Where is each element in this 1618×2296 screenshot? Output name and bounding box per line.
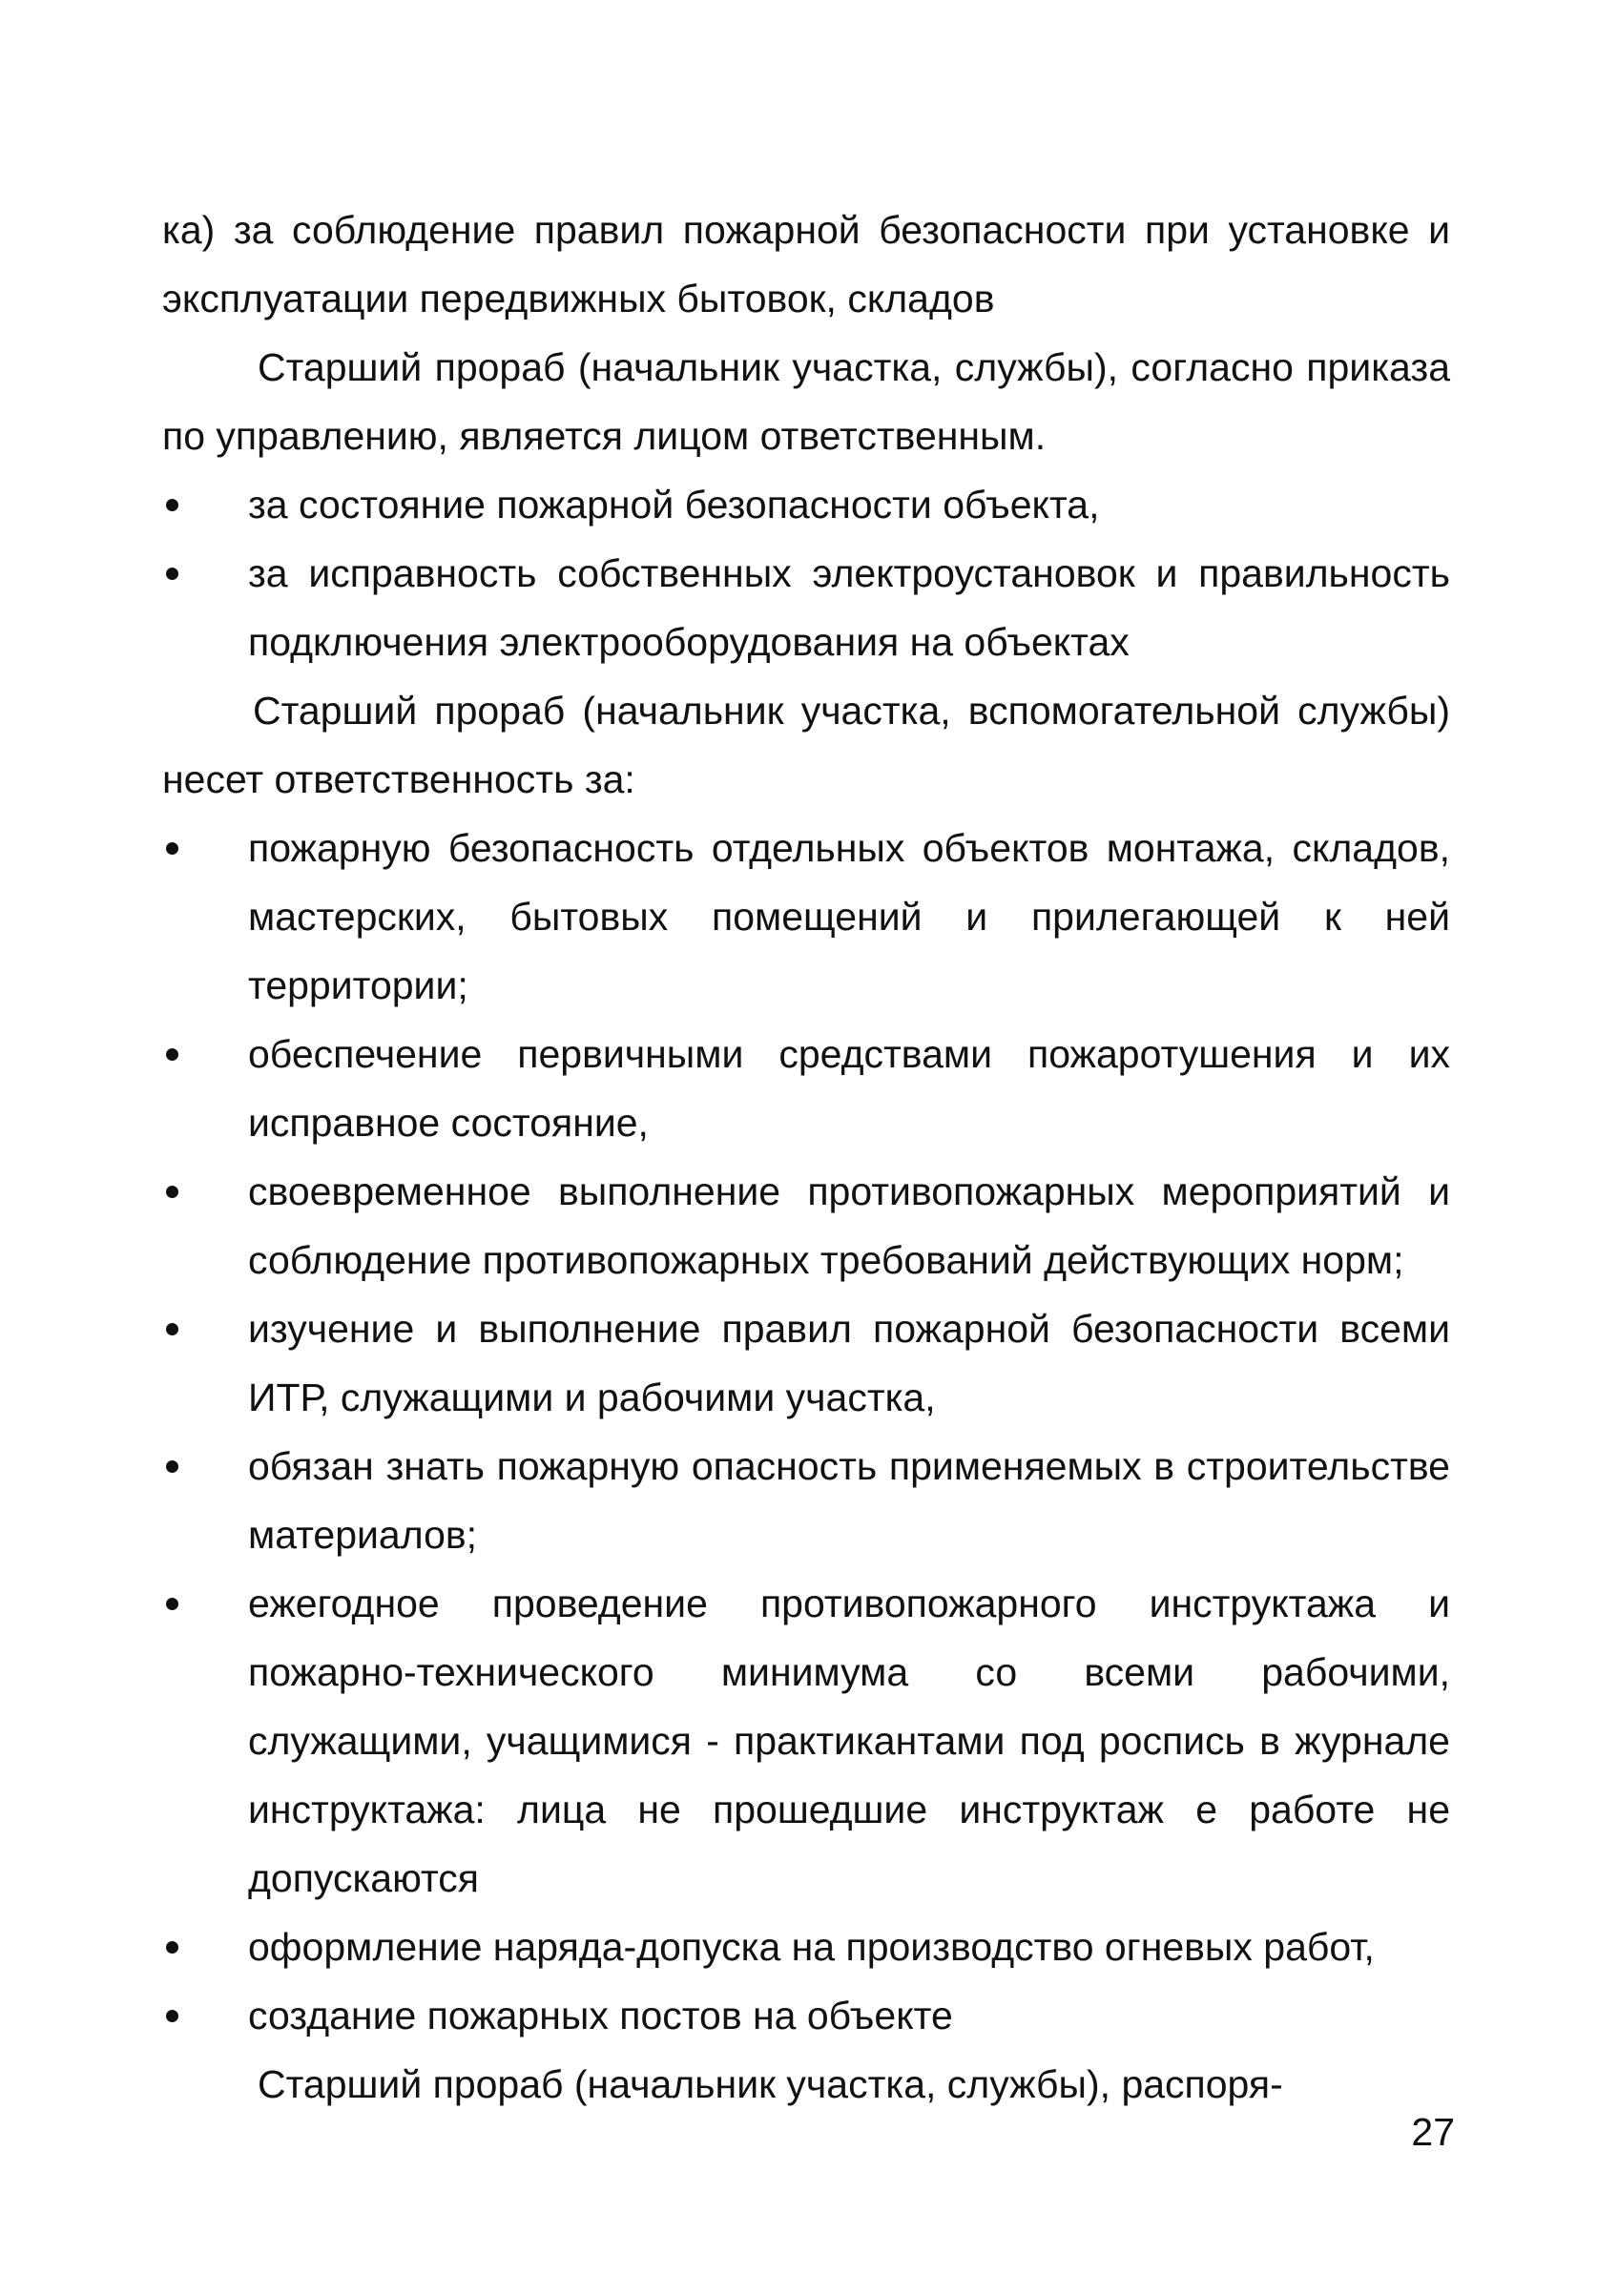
page-content	[162, 196, 1450, 2119]
bullet-list-responsibilities-1	[162, 470, 1450, 676]
bullet-icon	[166, 1048, 178, 1061]
list-item-text: обеспечение первичными средствами пожаротушения и их исправное состояние,	[248, 1032, 1450, 1145]
list-item-text: создание пожарных постов на объекте	[248, 1994, 953, 2037]
list-item-text: пожарную безопасность отдельных объектов монтажа, складов, мастерских, бытовых помещений и прилегающей к ней территории;	[248, 826, 1450, 1007]
list-item-text: обязан знать пожарную опасность применяемых в строительстве материалов;	[248, 1444, 1450, 1557]
bullet-icon	[166, 2010, 178, 2022]
bullet-icon	[166, 568, 178, 580]
paragraph-senior-foreman-liable: Старший прораб (начальник участка, вспомогательной службы) несет ответственность за:	[162, 689, 1450, 801]
paragraph-senior-foreman-responsible: Старший прораб (начальник участка, службы), согласно приказа по управлению, является лицом ответственным.	[162, 345, 1450, 458]
list-item	[162, 1569, 1450, 1913]
list-item-text: за состояние пожарной безопасности объекта,	[248, 483, 1100, 527]
bullet-icon	[166, 499, 178, 511]
paragraph-senior-foreman-orders: Старший прораб (начальник участка, службы), распоря-	[258, 2062, 1283, 2106]
list-item	[162, 1981, 1450, 2050]
paragraph-fire-safety-installations: ка) за соблюдение правил пожарной безопасности при установке и эксплуатации передвижных бытовок, складов	[162, 208, 1450, 321]
list-item-text: своевременное выполнение противопожарных мероприятий и соблюдение противопожарных требований действующих норм;	[248, 1169, 1450, 1282]
list-item-text: оформление наряда-допуска на производство огневых работ,	[248, 1925, 1375, 1969]
bullet-icon	[166, 842, 178, 855]
list-item	[162, 1913, 1450, 1981]
list-item-text: ежегодное проведение противопожарного инструктажа и пожарно-технического минимума со всеми рабочими, служащими, учащимися - практикантами под роспись в журнале инструктажа: лица не прошедшие инструктаж е работе не допускаются	[248, 1582, 1450, 1900]
bullet-icon	[166, 1186, 178, 1198]
bullet-icon	[166, 1598, 178, 1610]
list-item	[162, 539, 1450, 676]
bullet-icon	[166, 1323, 178, 1335]
list-item-text: изучение и выполнение правил пожарной безопасности всеми ИТР, служащими и рабочими участка,	[248, 1307, 1450, 1419]
list-item	[162, 1294, 1450, 1432]
bullet-icon	[166, 1460, 178, 1473]
list-item	[162, 1432, 1450, 1569]
list-item	[162, 814, 1450, 1020]
page-number: 27	[1411, 2110, 1455, 2154]
bullet-icon	[166, 1941, 178, 1954]
list-item	[162, 1157, 1450, 1294]
list-item	[162, 470, 1450, 539]
list-item	[162, 1020, 1450, 1157]
bullet-list-responsibilities-2	[162, 814, 1450, 2050]
list-item-text: за исправность собственных электроустановок и правильность подключения электрооборудования на объектах	[248, 551, 1450, 664]
